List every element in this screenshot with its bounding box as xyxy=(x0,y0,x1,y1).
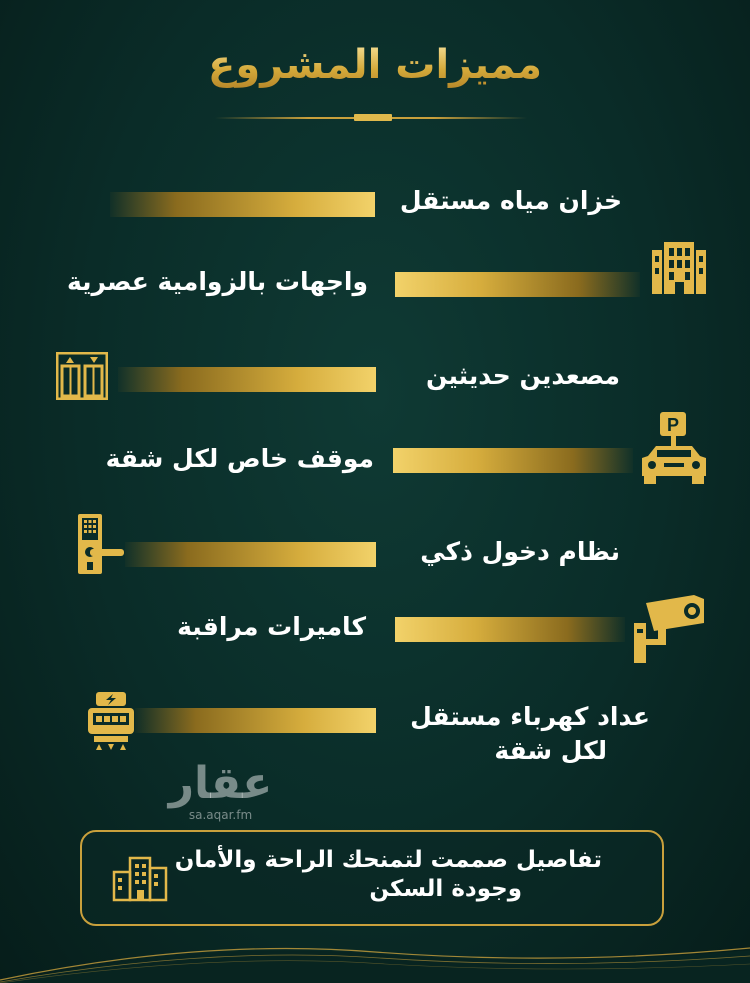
footer-line2: وجودة السكن xyxy=(369,875,522,902)
smart-lock-icon xyxy=(76,512,126,576)
watermark-logo xyxy=(163,758,278,822)
feature-bar-electric-meter xyxy=(135,708,376,733)
feature-bar-elevators xyxy=(118,367,376,392)
building-icon xyxy=(650,240,708,296)
feature-bar-smart-entry xyxy=(125,542,376,567)
parking-car-icon xyxy=(638,410,710,486)
elevator-icon xyxy=(56,352,108,400)
feature-label-cameras: كاميرات مراقبة xyxy=(177,612,366,641)
feature-label-electric-meter-line2: لكل شقة xyxy=(494,736,607,765)
feature-bar-facades xyxy=(395,272,640,297)
feature-bar-parking xyxy=(393,448,633,473)
footer-box xyxy=(80,830,664,926)
watermark-main-text: عقار xyxy=(168,758,273,809)
page-title: مميزات المشروع xyxy=(0,42,750,88)
electric-meter-icon xyxy=(86,690,136,752)
feature-label-electric-meter-line1: عداد كهرباء مستقل xyxy=(410,702,650,731)
feature-label-parking: موقف خاص لكل شقة xyxy=(105,444,374,473)
footer-line1: تفاصيل صممت لتمنحك الراحة والأمان xyxy=(174,847,602,873)
feature-label-elevators: مصعدين حديثين xyxy=(425,361,620,390)
title-divider-accent xyxy=(354,114,392,121)
svg-text:P: P xyxy=(666,415,680,435)
feature-label-water-tank: خزان مياه مستقل xyxy=(399,186,622,215)
security-camera-icon xyxy=(632,593,708,665)
buildings-icon xyxy=(112,856,168,902)
watermark-url: sa.aqar.fm xyxy=(188,808,253,822)
bottom-wave-decoration xyxy=(0,940,750,983)
feature-bar-water-tank xyxy=(110,192,375,217)
footer-message xyxy=(175,846,602,904)
feature-label-facades: واجهات بالزوامية عصرية xyxy=(66,267,368,296)
feature-bar-cameras xyxy=(395,617,625,642)
feature-label-smart-entry: نظام دخول ذكي xyxy=(420,537,620,566)
